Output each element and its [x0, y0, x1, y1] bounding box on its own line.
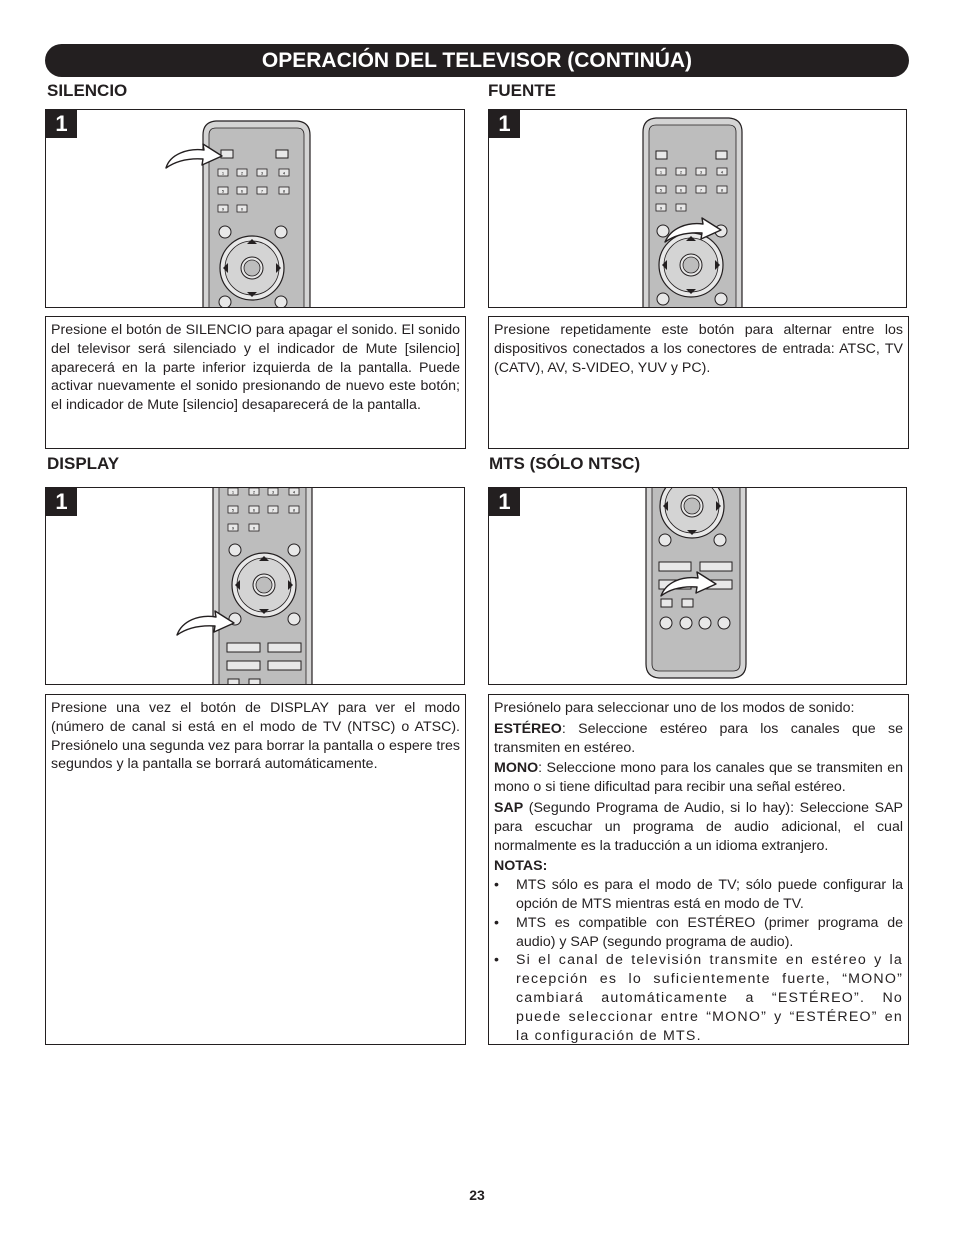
- fuente-heading: FUENTE: [488, 81, 556, 100]
- round-button[interactable]: [229, 544, 241, 556]
- note-item: • Si el canal de televisión transmite en estéreo y la recepción es lo suficientemente fuerte, “MONO” cambiará automáticamente a “ESTÉREO”. No puede seleccionar entre “MONO” y “ESTÉREO” en la configuración de MTS.: [494, 952, 903, 1044]
- navigation-pad[interactable]: [220, 236, 284, 300]
- display-figure: [45, 487, 465, 685]
- round-button[interactable]: [657, 293, 669, 305]
- rect-button[interactable]: [227, 643, 260, 652]
- mts-stereo: ESTÉREO: Seleccione estéreo para los canales que se transmiten en estéreo.: [494, 720, 903, 756]
- rect-button[interactable]: [227, 661, 260, 670]
- svg-text:1: 1: [221, 170, 225, 176]
- mts-heading: MTS (SÓLO NTSC): [489, 454, 641, 473]
- step-badge: 1: [489, 110, 520, 138]
- round-button[interactable]: [715, 293, 727, 305]
- remote-control-illustration: [46, 488, 465, 685]
- svg-text:2: 2: [679, 169, 683, 175]
- silencio-heading: SILENCIO: [47, 81, 128, 100]
- display-description: [45, 694, 466, 1045]
- svg-text:0: 0: [252, 525, 256, 531]
- svg-text:8: 8: [292, 507, 296, 513]
- svg-text:3: 3: [699, 169, 703, 175]
- svg-text:5: 5: [231, 507, 235, 513]
- small-button[interactable]: [228, 679, 239, 685]
- mute-button[interactable]: [656, 151, 667, 159]
- svg-text:7: 7: [271, 507, 275, 513]
- svg-text:9: 9: [659, 205, 663, 211]
- silencio-text: Presione el botón de SILENCIO para apagar el sonido. El sonido del televisor será silenciado y el indicador de Mute [silencio] aparecerá en la parte inferior izquierda de la pantalla. Puede activar nuevamente el sonido presionando de nuevo este botón; el indicador de Mute [silencio] desaparecerá de la pantalla.: [51, 322, 460, 414]
- navigation-pad[interactable]: [659, 233, 723, 297]
- fuente-description: [488, 316, 909, 449]
- remote-control-illustration: [46, 110, 465, 308]
- svg-text:8: 8: [282, 188, 286, 194]
- round-button[interactable]: [275, 296, 287, 308]
- svg-text:0: 0: [679, 205, 683, 211]
- round-button[interactable]: [718, 617, 730, 629]
- step-badge: 1: [46, 488, 77, 516]
- small-button[interactable]: [661, 599, 672, 607]
- round-button[interactable]: [288, 544, 300, 556]
- mute-button[interactable]: [221, 150, 233, 158]
- display-heading: DISPLAY: [47, 454, 120, 473]
- rect-button[interactable]: [268, 643, 301, 652]
- bullet-icon: •: [494, 952, 499, 969]
- bullet-icon: •: [494, 877, 499, 894]
- step-badge: 1: [46, 110, 77, 138]
- round-button[interactable]: [699, 617, 711, 629]
- svg-text:5: 5: [659, 187, 663, 193]
- power-button[interactable]: [716, 151, 727, 159]
- round-button[interactable]: [657, 225, 669, 237]
- round-button[interactable]: [714, 534, 726, 546]
- rect-button[interactable]: [700, 562, 732, 571]
- svg-text:3: 3: [271, 489, 275, 495]
- note-item: • MTS es compatible con ESTÉREO (primer programa de audio) y SAP (segundo programa de audio).: [494, 914, 903, 950]
- bullet-icon: •: [494, 914, 499, 931]
- power-button[interactable]: [276, 150, 288, 158]
- rect-button[interactable]: [659, 562, 691, 571]
- step-badge: 1: [489, 488, 520, 516]
- svg-text:2: 2: [252, 489, 256, 495]
- fuente-figure: [488, 109, 907, 308]
- remote-control-illustration: [489, 110, 907, 308]
- remote-control-illustration: [489, 488, 907, 685]
- mts-intro: Presiónelo para seleccionar uno de los modos de sonido:: [494, 700, 855, 716]
- rect-button[interactable]: [268, 661, 301, 670]
- round-button[interactable]: [288, 613, 300, 625]
- svg-text:0: 0: [240, 206, 244, 212]
- svg-text:3: 3: [260, 170, 264, 176]
- round-button[interactable]: [660, 617, 672, 629]
- svg-text:4: 4: [282, 170, 286, 176]
- svg-text:6: 6: [240, 188, 244, 194]
- mts-sap: SAP (Segundo Programa de Audio, si lo hay): Seleccione SAP para escuchar un programa de audio adicional, el cual normalmente es la traducción a un idioma extranjero.: [494, 799, 903, 854]
- round-button[interactable]: [680, 617, 692, 629]
- mts-figure: [488, 487, 907, 685]
- round-button[interactable]: [275, 226, 287, 238]
- svg-text:9: 9: [221, 206, 225, 212]
- page-number: 23: [469, 1187, 485, 1203]
- svg-text:7: 7: [699, 187, 703, 193]
- svg-text:7: 7: [260, 188, 264, 194]
- round-button[interactable]: [219, 296, 231, 308]
- navigation-pad[interactable]: [232, 553, 296, 617]
- svg-text:1: 1: [659, 169, 663, 175]
- silencio-figure: [45, 109, 465, 308]
- page-title: OPERACIÓN DEL TELEVISOR (CONTINÚA): [45, 44, 909, 77]
- svg-text:1: 1: [231, 489, 235, 495]
- mts-mono: MONO: Seleccione mono para los canales que se transmiten en mono o si tiene dificultad para recibir una señal estéreo.: [494, 760, 903, 796]
- svg-text:5: 5: [221, 188, 225, 194]
- svg-text:4: 4: [292, 489, 296, 495]
- fuente-text: Presione repetidamente este botón para alternar entre los dispositivos conectados a los conectores de entrada: ATSC, TV (CATV), AV, S-VIDEO, YUV y PC).: [494, 322, 903, 376]
- notes-title: NOTAS:: [494, 858, 548, 875]
- svg-text:2: 2: [240, 170, 244, 176]
- svg-text:6: 6: [252, 507, 256, 513]
- svg-text:6: 6: [679, 187, 683, 193]
- round-button[interactable]: [219, 226, 231, 238]
- small-button[interactable]: [249, 679, 260, 685]
- svg-text:4: 4: [720, 169, 724, 175]
- svg-text:8: 8: [720, 187, 724, 193]
- display-text: Presione una vez el botón de DISPLAY para ver el modo (número de canal si está en el modo de TV (NTSC) o ATSC). Presiónelo una segunda vez para borrar la pantalla o espere tres segundos y la pantalla se borrará automáticamente.: [51, 700, 460, 773]
- silencio-description: [45, 316, 466, 449]
- small-button[interactable]: [682, 599, 693, 607]
- svg-text:9: 9: [231, 525, 235, 531]
- note-item: • MTS sólo es para el modo de TV; sólo puede configurar la opción de MTS mientras está en modo de TV.: [494, 877, 903, 912]
- mts-description: [488, 694, 909, 1045]
- round-button[interactable]: [659, 534, 671, 546]
